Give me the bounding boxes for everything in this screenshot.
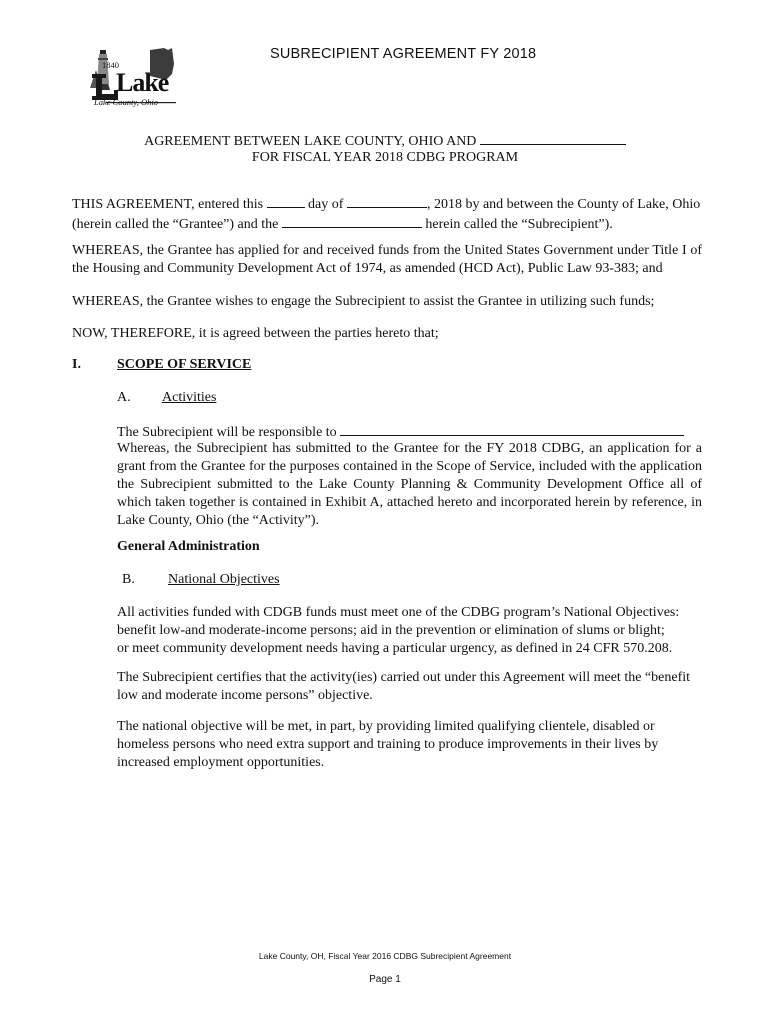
agreement-title-line-2: FOR FISCAL YEAR 2018 CDBG PROGRAM [251, 150, 519, 165]
agreement-title-line-1: AGREEMENT BETWEEN LAKE COUNTY, OHIO AND [0, 131, 770, 151]
objective-line-3: increased employment opportunities. [117, 755, 325, 770]
national-objective-met-paragraph [117, 718, 702, 772]
month-blank[interactable] [347, 194, 427, 208]
certifies-line-1: The Subrecipient certifies that the activity(ies) carried out under this Agreement will meet the “benefit [117, 670, 691, 685]
whereas-paragraph-2: WHEREAS, the Grantee wishes to engage the Subrecipient to assist the Grantee in utilizing such funds; [72, 294, 655, 309]
responsible-line: The Subrecipient will be responsible to [117, 422, 702, 442]
day-blank[interactable] [267, 194, 305, 208]
activity-paragraph: Whereas, the Subrecipient has submitted to the Grantee for the FY 2018 CDBG, an application for a grant from the Grantee for the purposes contained in the Scope of Service, included with the application the Subrecipient submitted to the Lake County Planning & Community Development Office all of which taken together is contained in Exhibit A, attached hereto and incorporated herein by reference, in Lake County, Ohio (the “Activity”). [117, 441, 702, 528]
now-therefore-paragraph: NOW, THEREFORE, it is agreed between the parties hereto that; [72, 326, 439, 341]
logo-wordmark: Lake [116, 68, 169, 97]
document-header: SUBRECIPIENT AGREEMENT FY 2018 [270, 46, 537, 62]
national-objectives-line-3: or meet community development needs having a particular urgency, as defined in 24 CFR 570.208. [117, 641, 673, 656]
logo-year: 1840 [102, 60, 119, 70]
subsection-a-title: Activities [162, 390, 217, 405]
logo-caption: Lake County, Ohio [94, 97, 158, 107]
subrecipient-name-blank[interactable] [282, 214, 422, 228]
objective-line-1: The national objective will be met, in part, by providing limited qualifying clientele, disabled or [117, 719, 655, 734]
subsection-b-letter: B. [122, 572, 135, 587]
subsection-a-letter: A. [117, 390, 131, 405]
objective-line-2: homeless persons who need extra support and training to produce improvements in their lives by [117, 737, 659, 752]
national-objectives-line-2: benefit low-and moderate-income persons; aid in the prevention or elimination of slums or blight; [117, 623, 665, 638]
subsection-b-title: National Objectives [168, 572, 280, 587]
grantee-name-blank[interactable] [480, 131, 626, 145]
national-objectives-paragraph [117, 604, 702, 658]
certifies-paragraph [117, 669, 702, 705]
certifies-line-2: low and moderate income persons” objective. [117, 688, 373, 703]
intro-paragraph: THIS AGREEMENT, entered this day of , 2018 by and between the County of Lake, Ohio (herein called the “Grantee”) and the herein called the “Subrecipient”). [72, 194, 702, 234]
whereas-paragraph-1: WHEREAS, the Grantee has applied for and received funds from the United States Government under Title I of the Housing and Community Development Act of 1974, as amended (HCD Act), Public Law 93-383; and [72, 243, 702, 276]
section-title: SCOPE OF SERVICE [117, 357, 252, 372]
general-administration-heading: General Administration [117, 539, 260, 554]
responsibility-blank[interactable] [340, 422, 684, 436]
page-number: Page 1 [369, 974, 401, 985]
section-number: I. [72, 357, 81, 372]
page-footer: Lake County, OH, Fiscal Year 2016 CDBG Subrecipient Agreement [258, 951, 512, 961]
national-objectives-line-1: All activities funded with CDGB funds must meet one of the CDBG program’s National Objectives: [117, 605, 680, 620]
